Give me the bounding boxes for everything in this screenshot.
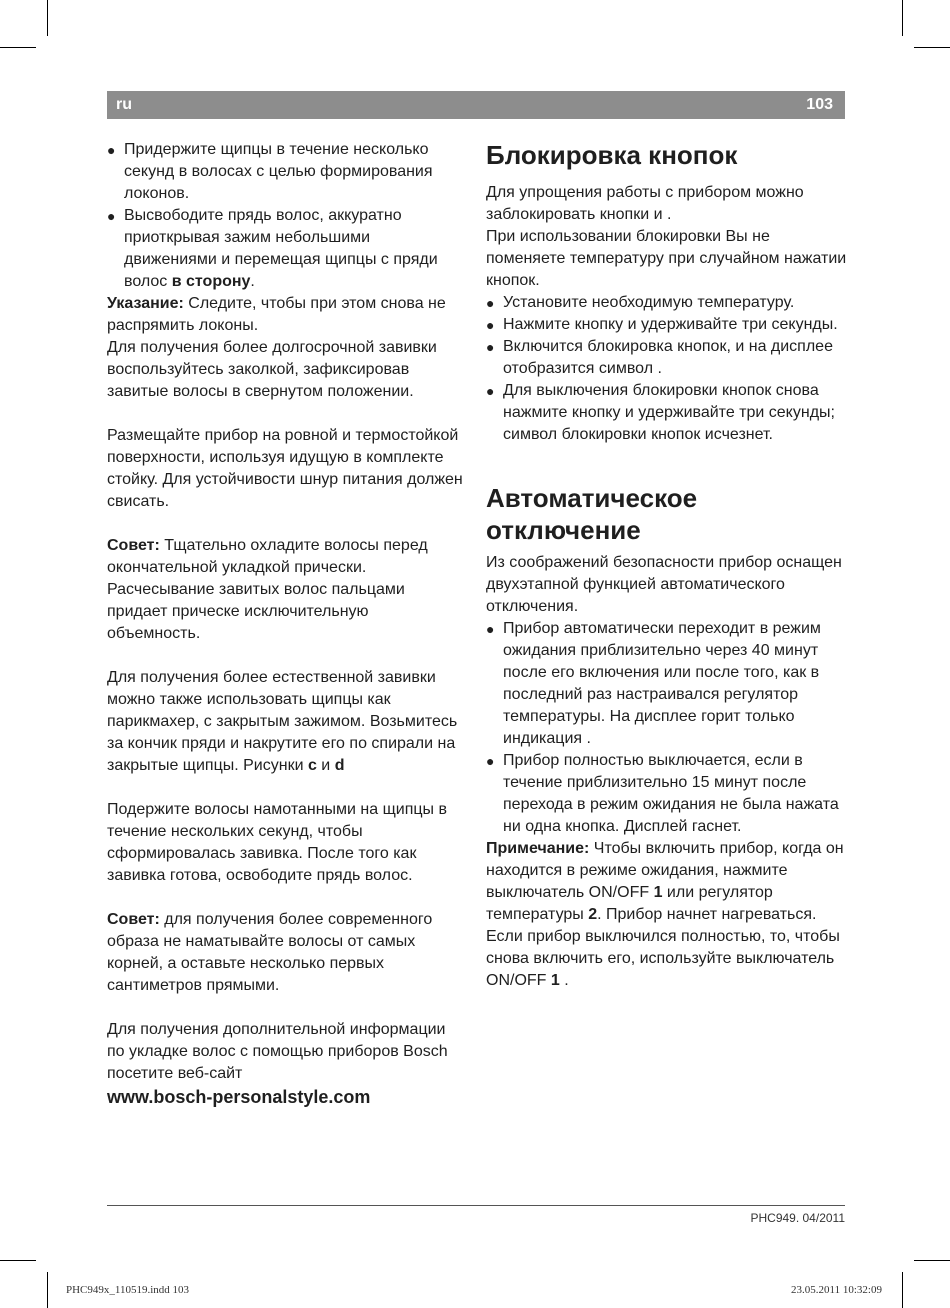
paragraph: Для получения дополнительной информации по укладке волос с помощью приборов Bosch посетите веб-сайт bbox=[107, 1021, 448, 1082]
paragraph: При использовании блокировки Вы не поменяете температуру при случайном нажатии кнопок. bbox=[486, 228, 847, 289]
section-heading: Блокировка кнопок bbox=[486, 140, 738, 170]
remark-label: Примечание: bbox=[486, 840, 590, 857]
section-heading: Автоматическое отключение bbox=[486, 483, 698, 545]
left-column bbox=[107, 139, 464, 1109]
right-column bbox=[486, 139, 848, 992]
page-number: 103 bbox=[806, 96, 833, 113]
crop-mark bbox=[47, 0, 48, 36]
tip-label: Совет: bbox=[107, 911, 160, 928]
bullet-item: ● Нажмите кнопку и удерживайте три секунды. bbox=[486, 314, 848, 336]
paragraph: Для получения более естественной завивки можно также использовать щипцы как парикмахер, с закрытым зажимом. Возьмитесь за кончик пряди и накрутите его по спирали на закрытые щипцы. Рисунки c и d bbox=[107, 669, 458, 774]
crop-mark bbox=[902, 1272, 903, 1308]
crop-mark bbox=[0, 47, 36, 48]
paragraph: Размещайте прибор на ровной и термостойкой поверхности, используя идущую в комплекте стойку. Для устойчивости шнур питания должен свисать. bbox=[107, 427, 463, 510]
bullet-item: ● Включится блокировка кнопок, и на дисплее отобразится символ . bbox=[486, 336, 848, 380]
paragraph: Для получения более долгосрочной завивки воспользуйтесь заколкой, зафиксировав завитые волосы в свернутом положении. bbox=[107, 339, 437, 400]
note-paragraph: Указание: Следите, чтобы при этом снова не распрямить локоны. bbox=[107, 295, 446, 334]
bullet-item: ● Придержите щипцы в течение несколько секунд в волосах с целью формирования локонов. bbox=[107, 139, 464, 205]
bullet-item: ● Высвободите прядь волос, аккуратно приоткрывая зажим небольшими движениями и перемещая щипцы с пряди волос в сторону. bbox=[107, 205, 464, 293]
remark-paragraph: Примечание: Чтобы включить прибор, когда он находится в режиме ожидания, нажмите выключатель ON/OFF 1 или регулятор температуры 2. Прибор начнет нагреваться. bbox=[486, 840, 844, 923]
footer-divider bbox=[107, 1205, 845, 1206]
paragraph: Подержите волосы намотанными на щипцы в течение нескольких секунд, чтобы сформировалась завивка. После того как завивка готова, освободите прядь волос. bbox=[107, 801, 447, 884]
paragraph: Из соображений безопасности прибор оснащен двухэтапной функцией автоматического отключения. bbox=[486, 554, 842, 615]
print-slug-file: PHC949x_110519.indd 103 bbox=[66, 1284, 190, 1296]
paragraph: Для упрощения работы с прибором можно заблокировать кнопки и . bbox=[486, 184, 804, 223]
tip-label: Совет: bbox=[107, 537, 160, 554]
crop-mark bbox=[47, 1272, 48, 1308]
crop-mark bbox=[0, 1260, 36, 1261]
bullet-item: ● Прибор полностью выключается, если в течение приблизительно 15 минут после перехода в режим ожидания не была нажата ни одна кнопка. Дисплей гаснет. bbox=[486, 750, 848, 838]
page-header-bar bbox=[107, 91, 845, 119]
paragraph: Если прибор выключился полностью, то, чтобы снова включить его, используйте выключатель ON/OFF 1 . bbox=[486, 928, 840, 989]
bullet-item: ● Прибор автоматически переходит в режим ожидания приблизительно через 40 минут после его включения или после того, как в последний раз настраивался регулятор температуры. На дисплее горит только индикация . bbox=[486, 618, 848, 750]
bullet-item: ● Установите необходимую температуру. bbox=[486, 292, 848, 314]
website-link[interactable]: www.bosch-personalstyle.com bbox=[107, 1087, 371, 1107]
crop-mark bbox=[902, 0, 903, 36]
crop-mark bbox=[914, 47, 950, 48]
bullet-item: ● Для выключения блокировки кнопок снова нажмите кнопку и удерживайте три секунды; символ блокировки кнопок исчезнет. bbox=[486, 380, 848, 446]
crop-mark bbox=[914, 1260, 950, 1261]
note-label: Указание: bbox=[107, 295, 184, 312]
tip-paragraph: Совет: для получения более современного образа не наматывайте волосы от самых корней, а оставьте несколько первых сантиметров прямыми. bbox=[107, 911, 433, 994]
tip-paragraph: Совет: Тщательно охладите волосы перед окончательной укладкой прически. Расчесывание завитых волос пальцами придает прическе исключительную объемность. bbox=[107, 537, 428, 642]
print-slug-date: 23.05.2011 10:32:09 bbox=[791, 1284, 882, 1296]
language-code: ru bbox=[116, 96, 132, 113]
model-code: PHC949. 04/2011 bbox=[750, 1211, 845, 1225]
